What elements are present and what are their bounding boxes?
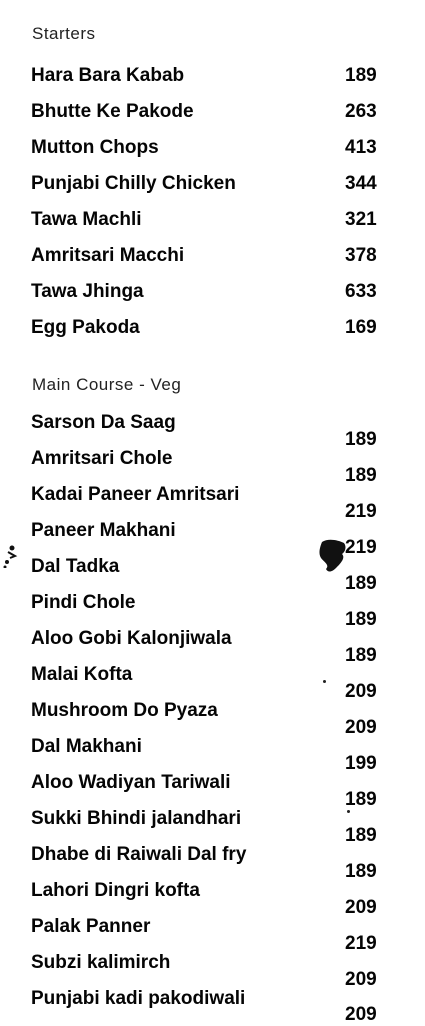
- menu-item-price: 321: [345, 209, 377, 230]
- menu-item-name: Malai Kofta: [31, 664, 133, 685]
- menu-item-name: Pindi Chole: [31, 592, 136, 613]
- menu-item-name: Aloo Gobi Kalonjiwala: [31, 628, 232, 649]
- menu-item-name: Palak Panner: [31, 916, 151, 937]
- menu-item-name: Punjabi kadi pakodiwali: [31, 988, 246, 1009]
- menu-item-price: 209: [345, 969, 377, 990]
- menu-item-price: 189: [345, 645, 377, 666]
- menu-item-name: Sukki Bhindi jalandhari: [31, 808, 242, 829]
- starters-heading: Starters: [32, 24, 96, 43]
- menu-item-price: 263: [345, 101, 377, 122]
- menu-item-price: 219: [345, 933, 377, 954]
- menu-item-price: 189: [345, 573, 377, 594]
- menu-item-price: 169: [345, 317, 377, 338]
- ink-blot-icon: [318, 538, 348, 574]
- menu-item-name: Tawa Machli: [31, 209, 142, 230]
- menu-item-name: Sarson Da Saag: [31, 412, 176, 433]
- speck-icon: [347, 810, 350, 813]
- menu-item-price: 209: [345, 897, 377, 918]
- menu-item-price: 189: [345, 789, 377, 810]
- menu-item-name: Amritsari Macchi: [31, 245, 185, 266]
- menu-item-price: 219: [345, 537, 377, 558]
- menu-item-name: Mutton Chops: [31, 137, 159, 158]
- menu-item-name: Bhutte Ke Pakode: [31, 101, 194, 122]
- menu-item-name: Hara Bara Kabab: [31, 65, 185, 86]
- menu-item-price: 209: [345, 717, 377, 738]
- menu-item-price: 189: [345, 861, 377, 882]
- menu-item-name: Amritsari Chole: [31, 448, 173, 469]
- menu-item-name: Kadai Paneer Amritsari: [31, 484, 240, 505]
- menu-item-name: Paneer Makhani: [31, 520, 176, 541]
- menu-item-price: 199: [345, 753, 377, 774]
- menu-item-price: 378: [345, 245, 377, 266]
- menu-item-price: 189: [345, 465, 377, 486]
- speck-icon: [323, 680, 326, 683]
- menu-item-name: Dal Tadka: [31, 556, 120, 577]
- menu-item-price: 189: [345, 825, 377, 846]
- menu-item-name: Punjabi Chilly Chicken: [31, 173, 236, 194]
- menu-item-name: Mushroom Do Pyaza: [31, 700, 218, 721]
- menu-item-price: 344: [345, 173, 377, 194]
- main-course-veg-heading: Main Course - Veg: [32, 375, 182, 394]
- menu-item-name: Tawa Jhinga: [31, 281, 144, 302]
- menu-item-price: 189: [345, 65, 377, 86]
- menu-item-name: Dal Makhani: [31, 736, 142, 757]
- menu-item-name: Lahori Dingri kofta: [31, 880, 200, 901]
- menu-item-price: 209: [345, 681, 377, 702]
- menu-item-name: Dhabe di Raiwali Dal fry: [31, 844, 247, 865]
- menu-item-name: Aloo Wadiyan Tariwali: [31, 772, 231, 793]
- menu-item-price: 189: [345, 429, 377, 450]
- margin-mark-icon: [2, 544, 18, 568]
- menu-item-name: Subzi kalimirch: [31, 952, 171, 973]
- menu-item-price: 219: [345, 501, 377, 522]
- menu-item-price: 413: [345, 137, 377, 158]
- menu-item-price: 189: [345, 609, 377, 630]
- menu-item-name: Egg Pakoda: [31, 317, 140, 338]
- menu-item-price: 209: [345, 1004, 377, 1025]
- menu-item-price: 633: [345, 281, 377, 302]
